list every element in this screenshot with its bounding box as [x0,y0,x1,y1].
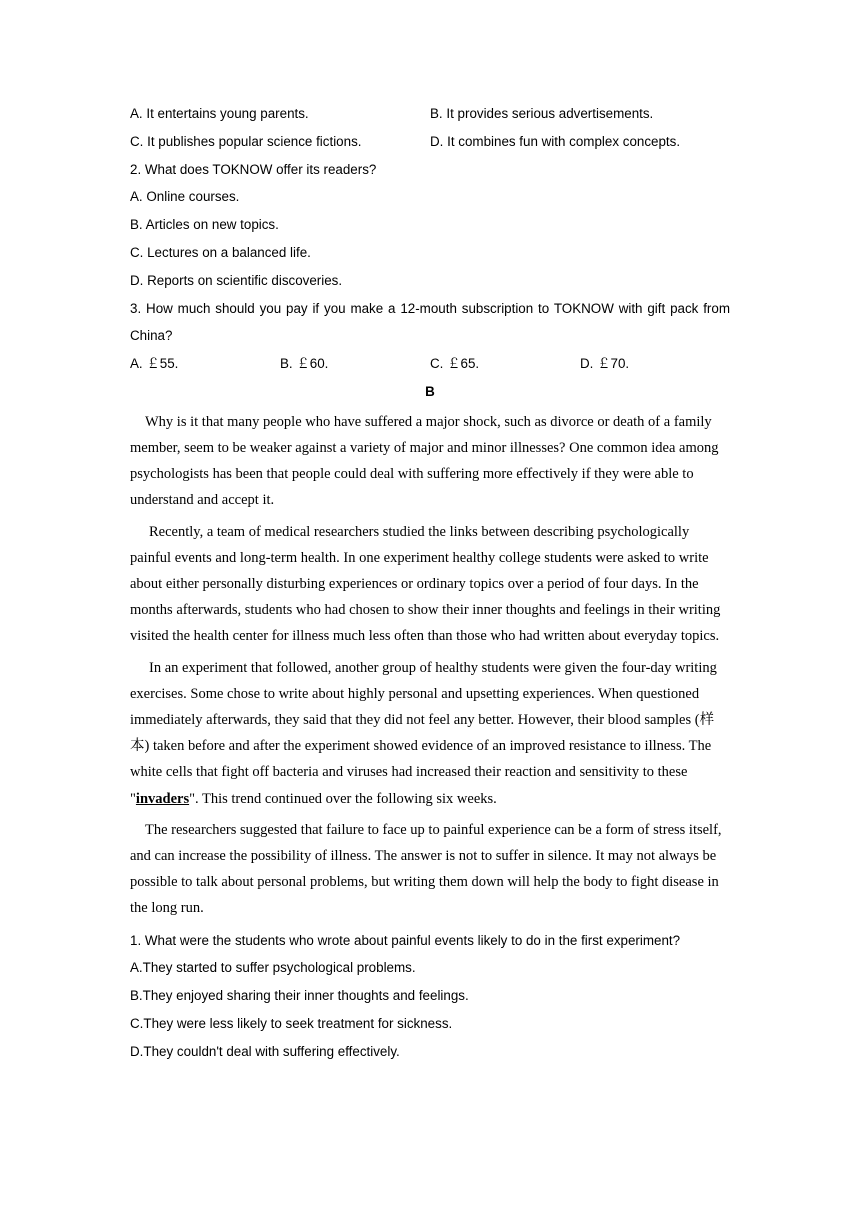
paragraph-3-text-after: ". This trend continued over the following six weeks. [189,790,497,807]
question-b1-block [130,927,730,1066]
passage-b [130,409,730,922]
qb1-option-d: D.They couldn't deal with suffering effectively. [130,1043,400,1059]
question-b1: 1. What were the students who wrote about painful events likely to do in the first experiment? [130,932,681,948]
paragraph-3-text-before: In an experiment that followed, another group of healthy students were given the four-day writing exercises. Some chose to write about highly personal and upsetting experiences. When questioned immediately afterwards, they said that they did not feel any better. However, their blood samples (样本) taken before and after the experiment showed evidence of an improved resistance to illness. The white cells that fight off bacteria and viruses had increased their reaction and sensitivity to these " [130,659,717,807]
passage-paragraph-3 [130,655,730,812]
qb1-option-c: C.They were less likely to seek treatment for sickness. [130,1016,453,1032]
q2-option-b: B. Articles on new topics. [130,217,279,233]
question-2: 2. What does TOKNOW offer its readers? [130,161,377,177]
q3-options-row [130,350,730,378]
q3-option-b: B. ￡60. [280,356,329,372]
q2-option-a: A. Online courses. [130,189,240,205]
passage-paragraph-4: The researchers suggested that failure to face up to painful experience can be a form of stress itself, and can increase the possibility of illness. The answer is not to suffer in silence. It may not always be possible to talk about personal problems, but writing them down will help the body to fight disease in the long run. [130,821,722,917]
qb1-option-b: B.They enjoyed sharing their inner thoughts and feelings. [130,988,469,1004]
q1-options-row-2 [130,128,730,156]
option-b: B. It provides serious advertisements. [430,106,654,121]
q3-option-a: A. ￡55. [130,356,179,372]
option-d: D. It combines fun with complex concepts. [430,133,681,149]
passage-paragraph-1: Why is it that many people who have suffered a major shock, such as divorce or death of a family member, seem to be weaker against a variety of major and minor illnesses? One common idea among psychologists has been that people could deal with suffering more effectively if they were able to understand and accept it. [130,413,719,509]
section-title-b: B [425,383,435,399]
q3-option-d: D. ￡70. [580,356,630,372]
q2-option-d: D. Reports on scientific discoveries. [130,272,343,288]
question-3: 3. How much should you pay if you make a 12-mouth subscription to TOKNOW with gift pack from China? [130,300,730,344]
keyword-invaders: invaders [135,790,190,807]
option-c: C. It publishes popular science fictions. [130,133,362,149]
q3-option-c: C. ￡65. [430,356,480,372]
document-page [130,100,730,1066]
q1-options-row-1 [130,100,730,128]
option-a: A. It entertains young parents. [130,106,309,121]
passage-paragraph-2: Recently, a team of medical researchers studied the links between describing psychologically painful events and long-term health. In one experiment healthy college students were asked to write about either personally disturbing experiences or ordinary topics over a period of four days. In the months afterwards, students who had chosen to show their inner thoughts and feelings in their writing visited the health center for illness much less often than those who had written about everyday topics. [130,523,721,645]
q2-option-c: C. Lectures on a balanced life. [130,244,311,260]
qb1-option-a: A.They started to suffer psychological problems. [130,960,416,976]
